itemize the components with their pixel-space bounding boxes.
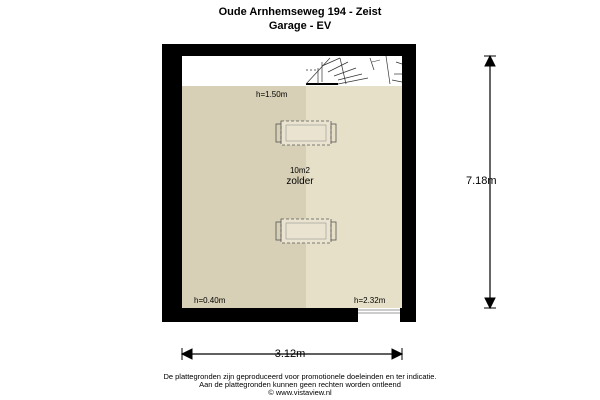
room-area: 10m2 [289, 166, 310, 175]
skylight-window-icon-bottom [276, 219, 336, 243]
plan-title-address: Oude Arnhemseweg 194 - Zeist [218, 6, 382, 18]
plan-title-floor: Garage - EV [268, 20, 332, 32]
height-label-bottom-left: h=0.40m [194, 296, 226, 305]
disclaimer-line-2: Aan de plattegronden kunnen geen rechten worden ontleend [199, 380, 401, 389]
floor-high-zone [306, 86, 402, 308]
horizontal-dimension-label: 3.12m [274, 348, 306, 360]
disclaimer-line-1: De plattegronden zijn geproduceerd voor promotionele doeleinden en ter indicatie. [163, 372, 437, 381]
skylight-window-icon-top [276, 121, 336, 145]
height-label-bottom-right: h=2.32m [354, 296, 386, 305]
room-name: zolder [286, 176, 314, 187]
roof-void [182, 56, 402, 86]
vertical-dimension-label: 7.18m [466, 175, 497, 187]
height-label-top: h=1.50m [256, 90, 288, 99]
copyright-line: © www.vistaview.nl [268, 388, 332, 397]
